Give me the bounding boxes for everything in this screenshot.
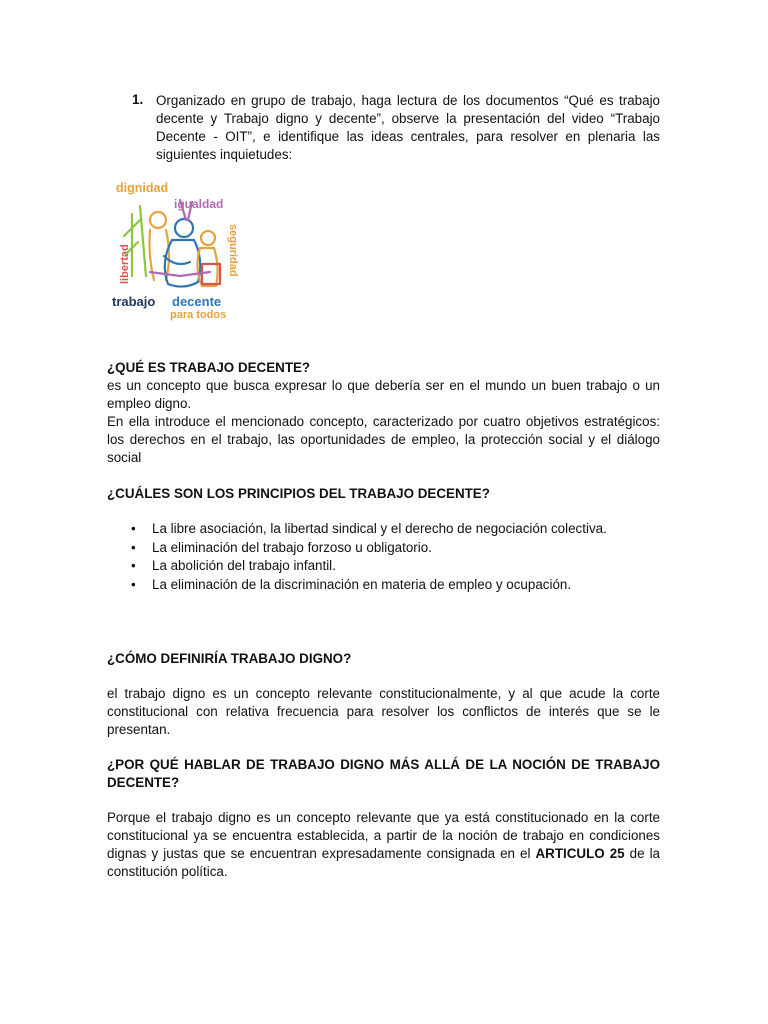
paragraph: es un concepto que busca expresar lo que debería ser en el mundo un buen trabajo o un empleo digno. (107, 378, 660, 411)
section-heading: ¿CÓMO DEFINIRÍA TRABAJO DIGNO? (107, 651, 352, 666)
list-item (107, 520, 660, 539)
logo-word-trabajo: trabajo (112, 294, 156, 309)
bullet-icon: • (131, 558, 136, 573)
section-trabajo-digno (107, 650, 660, 739)
numbered-item-1 (132, 92, 660, 164)
logo-word-decente: decente (172, 294, 222, 309)
paragraph (107, 809, 660, 881)
item-text: Organizado en grupo de trabajo, haga lectura de los documentos “Qué es trabajo decente y Trabajo digno y decente”, observe la presentación del video “Trabajo Decente - OIT”, e identifique las ideas centrales, para resolver en plenaria las siguientes inquietudes: (156, 93, 660, 162)
section-que-es (107, 359, 660, 467)
logo-word-dignidad: dignidad (116, 181, 169, 195)
logo-word-libertad: libertad (119, 244, 131, 284)
article-reference: ARTICULO 25 (535, 846, 625, 861)
bullet-icon: • (131, 521, 136, 536)
section-heading: ¿POR QUÉ HABLAR DE TRABAJO DIGNO MÁS ALLÁ DE LA NOCIÓN DE TRABAJO DECENTE? (107, 757, 660, 790)
bullet-icon: • (131, 576, 136, 592)
list-item-text: La abolición del trabajo infantil. (152, 558, 336, 573)
section-heading: ¿QUÉ ES TRABAJO DECENTE? (107, 360, 311, 375)
section-principios (107, 485, 660, 594)
list-item (107, 539, 660, 558)
list-item (107, 576, 660, 595)
logo-word-igualdad: igualdad (174, 197, 224, 211)
section-por-que (107, 756, 660, 881)
list-item (107, 557, 660, 576)
section-heading: ¿CUÁLES SON LOS PRINCIPIOS DEL TRABAJO DECENTE? (107, 486, 490, 501)
logo-word-para-todos: para todos (170, 309, 227, 321)
logo-word-seguridad: seguridad (227, 224, 239, 277)
list-item-text: La eliminación del trabajo forzoso u obligatorio. (152, 539, 432, 555)
paragraph: En ella introduce el mencionado concepto, caracterizado por cuatro objetivos estratégicos: los derechos en el trabajo, las oportunidades de empleo, la protección social y el diálogo social (107, 414, 660, 465)
list-item-text: La eliminación de la discriminación en materia de empleo y ocupación. (152, 576, 572, 592)
principles-list (107, 520, 660, 594)
item-number: 1. (132, 92, 144, 107)
list-item-text: La libre asociación, la libertad sindical y el derecho de negociación colectiva. (152, 521, 607, 536)
paragraph-text: de la constitución política. (107, 846, 660, 879)
paragraph-text: Porque el trabajo digno es un concepto relevante que ya está constitucionado en la corte constitucional ya se encuentra establecida, a partir de la noción de trabajo en condiciones dignas y justas que se encuentran expresadamente consignada en el (107, 810, 660, 861)
trabajo-decente-logo (110, 176, 250, 322)
logo-figures (124, 200, 220, 287)
paragraph: el trabajo digno es un concepto relevante constitucionalmente, y al que acude la corte constitucional con relativa frecuencia para resolver los conflictos de interés que se le presentan. (107, 686, 660, 737)
bullet-icon: • (131, 539, 136, 555)
